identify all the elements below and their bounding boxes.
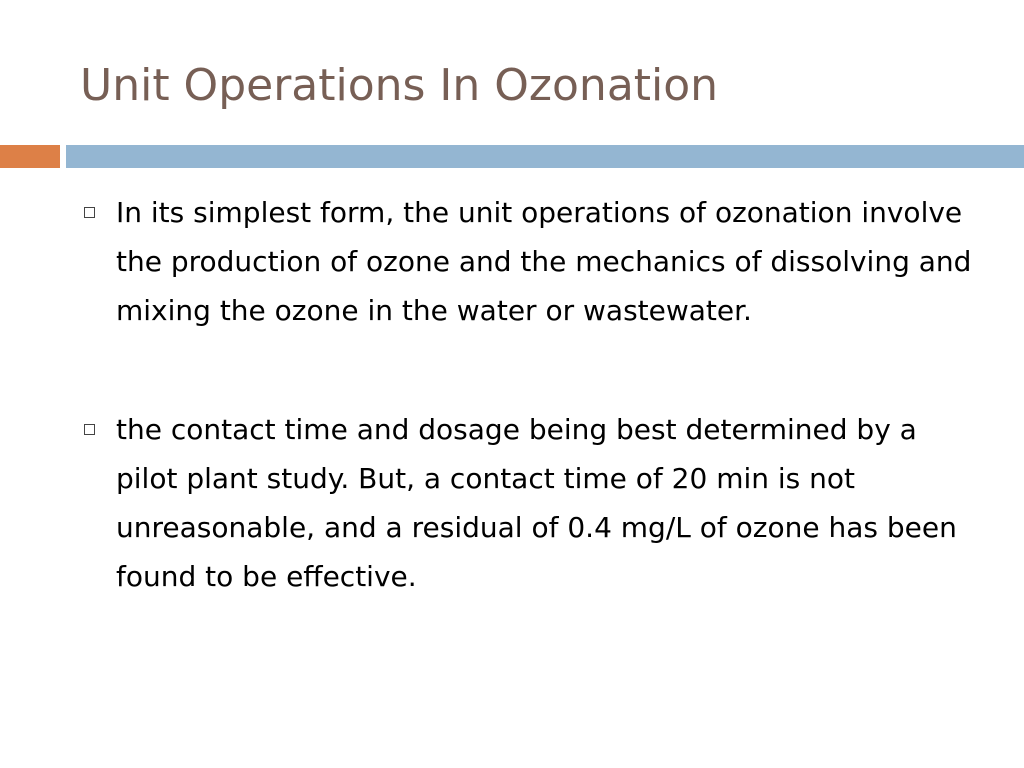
square-bullet-icon xyxy=(84,207,95,218)
bullet-text: the contact time and dosage being best determined by a pilot plant study. But, a contact time of 20 min is not unreasonable, and a residual of 0.4 mg/L of ozone has been found to be effective. xyxy=(116,413,957,593)
title-divider-accent xyxy=(0,145,60,168)
slide-title: Unit Operations In Ozonation xyxy=(80,60,719,111)
title-divider-bar xyxy=(66,145,1024,168)
bullet-list xyxy=(80,188,980,601)
bullet-text: In its simplest form, the unit operations of ozonation involve the production of ozone and the mechanics of dissolving and mixing the ozone in the water or wastewater. xyxy=(116,196,972,327)
bullet-item xyxy=(80,405,980,601)
bullet-item xyxy=(80,188,980,335)
square-bullet-icon xyxy=(84,424,95,435)
